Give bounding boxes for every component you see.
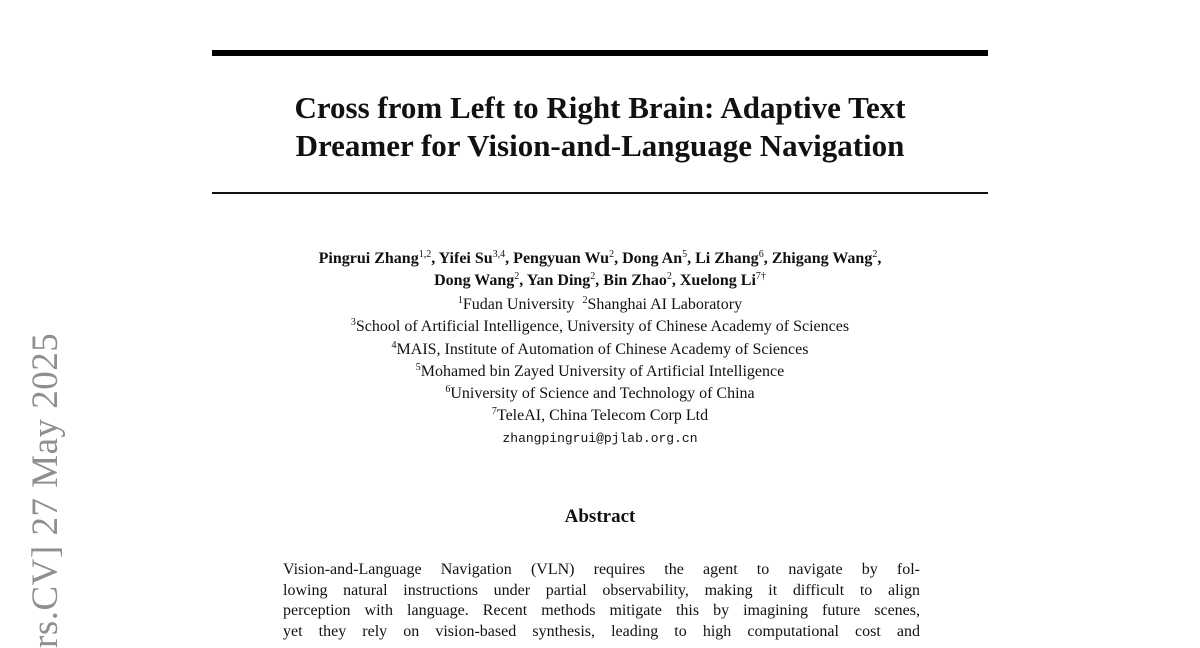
affiliation-text: Fudan University [462, 296, 575, 313]
affil-sup: 4 [391, 339, 397, 351]
author-name: Xuelong Li [679, 272, 756, 289]
affiliation-line [212, 316, 988, 338]
affiliation-line [212, 361, 988, 383]
abstract-heading: Abstract [564, 506, 636, 527]
affil-sup: 6 [445, 384, 451, 396]
affiliation-line [212, 294, 988, 316]
author-name: Yifei Su [438, 250, 493, 267]
author-name: Bin Zhao [603, 272, 667, 289]
author-affil-sup: 1,2 [418, 249, 432, 260]
abstract-line: yet they rely on vision-based synthesis, leading to high computational cost and [283, 622, 920, 640]
author-affil-sup: 5 [682, 249, 688, 260]
abstract-line: perception with language. Recent methods mitigate this by imagining future scenes, [283, 602, 920, 619]
affiliation-text: University of Science and Technology of China [450, 385, 755, 403]
author-line-2: Dong Wang$^2$, Yan Ding$^2$, Bin Zhao$^2$, Xuelong $Li^{7\dagger}$ [434, 271, 766, 289]
affil-sup: 5 [415, 361, 421, 373]
affiliation-text: TeleAI, China Telecom Corp Ltd [496, 407, 709, 425]
author-affil-sup: 7† [755, 271, 766, 282]
author-affil-sup: 2 [514, 271, 520, 282]
author-affil-sup: 6 [758, 249, 764, 260]
author-list [212, 248, 988, 292]
title-line-2: Dreamer for Vision-and-Language Navigation [295, 128, 905, 163]
author-name: Li Zhang [695, 250, 759, 267]
author-line-1: Pingrui Zhang$^{1,2}$, Yifei Su$^{3,4}$, Pengyuan Wu$^2$, Dong An$^5$, Li Zhang$^6$, Zhigang Wang$^2$, [318, 249, 882, 267]
author-name: Zhigang Wang [771, 250, 873, 267]
affil-sup: 1 [457, 295, 463, 306]
affiliation-text: Shanghai AI Laboratory [587, 296, 743, 313]
affiliation-text: Mohamed bin Zayed University of Artificial Intelligence [420, 362, 785, 380]
top-rule [212, 50, 988, 56]
affiliation-line [212, 339, 988, 361]
author-name: Pingrui Zhang [318, 250, 419, 267]
title-line-1: Cross from Left to Right Brain: Adaptive Text [294, 90, 906, 125]
affiliation-text: MAIS, Institute of Automation of Chinese Academy of Sciences [396, 340, 809, 358]
affiliation-list [212, 294, 988, 450]
title-bottom-rule [212, 192, 988, 194]
author-affil-sup: 2 [590, 271, 596, 282]
arxiv-side-stamp: rs.CV] 27 May 2025 [25, 332, 66, 648]
author-name: Dong Wang [434, 272, 515, 289]
affiliation-line [212, 405, 988, 427]
abstract-line: Vision-and-Language Navigation (VLN) requires the agent to navigate by fol- [283, 561, 920, 578]
abstract-line: lowing natural instructions under partial observability, making it difficult to align [283, 581, 920, 599]
abstract-body [283, 560, 920, 642]
paper-title [212, 89, 988, 165]
affil-sup: 2 [582, 295, 588, 306]
affiliation-text: School of Artificial Intelligence, University of Chinese Academy of Sciences [355, 318, 850, 336]
contact-email[interactable]: zhangpingrui@pjlab.org.cn [502, 430, 698, 446]
author-affil-sup: 2 [872, 249, 878, 260]
affil-sup: 7 [491, 406, 497, 418]
author-name: Pengyuan Wu [513, 250, 610, 267]
author-name: Dong An [622, 250, 683, 267]
author-affil-sup: 3,4 [492, 249, 506, 260]
affil-sup: 3 [350, 317, 356, 329]
author-affil-sup: 2 [666, 271, 672, 282]
author-name: Yan Ding [526, 272, 591, 289]
affiliation-line [212, 383, 988, 405]
author-affil-sup: 2 [609, 249, 615, 260]
